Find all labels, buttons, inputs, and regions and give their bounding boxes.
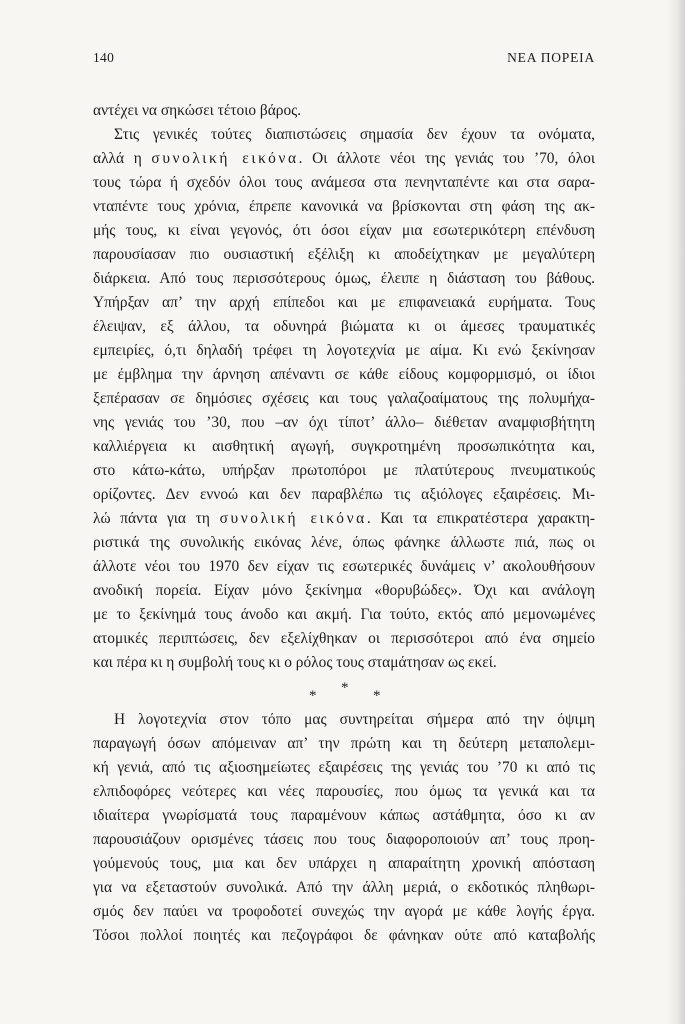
text-line: παρουσιάζουν ορισμένες τάσεις που τους διαφοροποιούν απ’ τους προη- bbox=[93, 831, 595, 848]
separator-star: * bbox=[373, 688, 381, 704]
text-line: στο κάτω-κάτω, υπήρξαν πρωτοπόροι με πλατύτερους πνευματικούς bbox=[93, 462, 595, 479]
text-line: παρουσίασαν πιο ουσιαστική εξέλιξη κι αποδείχτηκαν με μεγαλύτερη bbox=[93, 246, 595, 263]
text-line: και πέρα κι η συμβολή τους κι ο ρόλος τους σταμάτησαν ως εκεί. bbox=[93, 654, 497, 671]
text-line: Η λογοτεχνία στον τόπο μας συντηρείται σήμερα από την όψιμη bbox=[114, 711, 595, 728]
text-line: ριστικά της συνολικής εικόνας λένε, όπως φάνηκε άλλωστε πιά, πως οι bbox=[93, 534, 595, 551]
text-line: έλειψαν, εξ άλλου, τα οδυνηρά βιώματα κι οι άμεσες τραυματικές bbox=[93, 318, 595, 335]
page-number: 140 bbox=[93, 50, 115, 65]
text-line: νης γενιάς του ’30, που –αν όχι τίποτ’ άλλο– διέθεταν αναμφισβήτητη bbox=[93, 414, 595, 431]
text-line: νταπέντε τους χρόνια, έπρεπε κανονικά να βρίσκονται στη φάση της ακ- bbox=[93, 198, 595, 215]
text-run: . Οι άλλοτε νέοι της γενιάς του ’70, όλοι bbox=[298, 150, 595, 167]
text-line: εμπειρίες, ό,τι δηλαδή τρέφει τη λογοτεχνία με αίμα. Κι ενώ ξεκίνησαν bbox=[93, 342, 595, 359]
text-line: για να εξεταστούν συνολικά. Από την άλλη μεριά, ο εκδοτικός πληθωρι- bbox=[93, 879, 595, 896]
separator-star: * bbox=[309, 688, 317, 704]
spaced-emphasis: συνολική εικόνα bbox=[219, 510, 367, 527]
page-header bbox=[93, 50, 595, 70]
text-line: αντέχει να σηκώσει τέτοιο βάρος. bbox=[93, 102, 302, 119]
text-line: κή γενιά, από τις αξιοσημείωτες εξαιρέσεις της γενιάς του ’70 κι από τις bbox=[93, 759, 595, 776]
text-line bbox=[93, 147, 595, 171]
text-line bbox=[93, 507, 595, 531]
text-line: με το ξεκίνημά τους άνοδο και ακμή. Για τούτο, εκτός από μεμονωμένες bbox=[93, 606, 595, 623]
running-title: ΝΕΑ ΠΟΡΕΙΑ bbox=[507, 50, 595, 65]
text-line: ατομικές περιπτώσεις, δεν εξελίχθηκαν οι περισσότεροι από ένα σημείο bbox=[93, 630, 595, 647]
separator-star: * bbox=[341, 680, 349, 696]
spaced-emphasis: συνολική εικόνα bbox=[151, 150, 299, 167]
section-separator bbox=[93, 680, 595, 710]
text-line: Στις γενικές τούτες διαπιστώσεις σημασία δεν έχουν τα ονόματα, bbox=[114, 126, 595, 143]
text-line: Τόσοι πολλοί ποιητές και πεζογράφοι δε φάνηκαν ούτε από καταβολής bbox=[93, 927, 595, 944]
text-line: άλλοτε νέοι του 1970 δεν είχαν τις εσωτερικές δυνάμεις ν’ ακολουθήσουν bbox=[93, 558, 595, 575]
text-line: ανοδική πορεία. Είχαν μόνο ξεκίνημα «θορυβώδες». Όχι και ανάλογη bbox=[93, 582, 595, 599]
text-line: παραγωγή όσων απόμειναν απ’ την πρώτη και τη δεύτερη μεταπολεμι- bbox=[93, 735, 595, 752]
text-line: ελπιδοφόρες νεότερες και νέες παρουσίες, που όμως τα γενικά και τα bbox=[93, 783, 595, 800]
text-line: τους τώρα ή σχεδόν όλοι τους ανάμεσα στα πενηνταπέντε και στα σαρα- bbox=[93, 174, 595, 191]
text-line: με έμβλημα την άρνηση απέναντι σε κάθε είδους κομφορμισμό, οι ίδιοι bbox=[93, 366, 595, 383]
text-line: Υπήρξαν απ’ την αρχή επίπεδοι και με επιφανειακά ευρήματα. Τους bbox=[93, 294, 595, 311]
text-line: καλλιέργεια κι αισθητική αγωγή, συγκροτημένη προσωπικότητα και, bbox=[93, 438, 595, 455]
text-line: γούμενούς τους, μια και δεν υπάρχει η απαραίτητη χρονική απόσταση bbox=[93, 855, 595, 872]
text-line: σμός δεν παύει να τροφοδοτεί συνεχώς την αγορά με κάθε λογής έργα. bbox=[93, 903, 595, 920]
text-line: ορίζοντες. Δεν εννοώ και δεν παραβλέπω τις αξιόλογες εξαιρέσεις. Μι- bbox=[93, 486, 595, 503]
text-line: ιδιαίτερα γνωρίσματά τους παραμένουν κάπως αστάθμητα, όσο κι αν bbox=[93, 807, 595, 824]
scan-shadow-edge bbox=[667, 0, 685, 1024]
text-run: αλλά η bbox=[93, 150, 152, 167]
text-line: ξεπέρασαν σε δημόσιες σχέσεις και τους γαλαζοαίματους της πολυμήχα- bbox=[93, 390, 595, 407]
text-line: μής τους, κι είναι γεγονός, ότι όσοι είχαν μια εσωτερικότερη επένδυση bbox=[93, 222, 595, 239]
text-line: διάρκεια. Από τους περισσότερους όμως, έλειπε η διάσταση του βάθους. bbox=[93, 270, 595, 287]
text-run: . Και τα επικρατέστερα χαρακτη- bbox=[366, 510, 595, 527]
text-run: λώ πάντα για τη bbox=[93, 510, 220, 527]
